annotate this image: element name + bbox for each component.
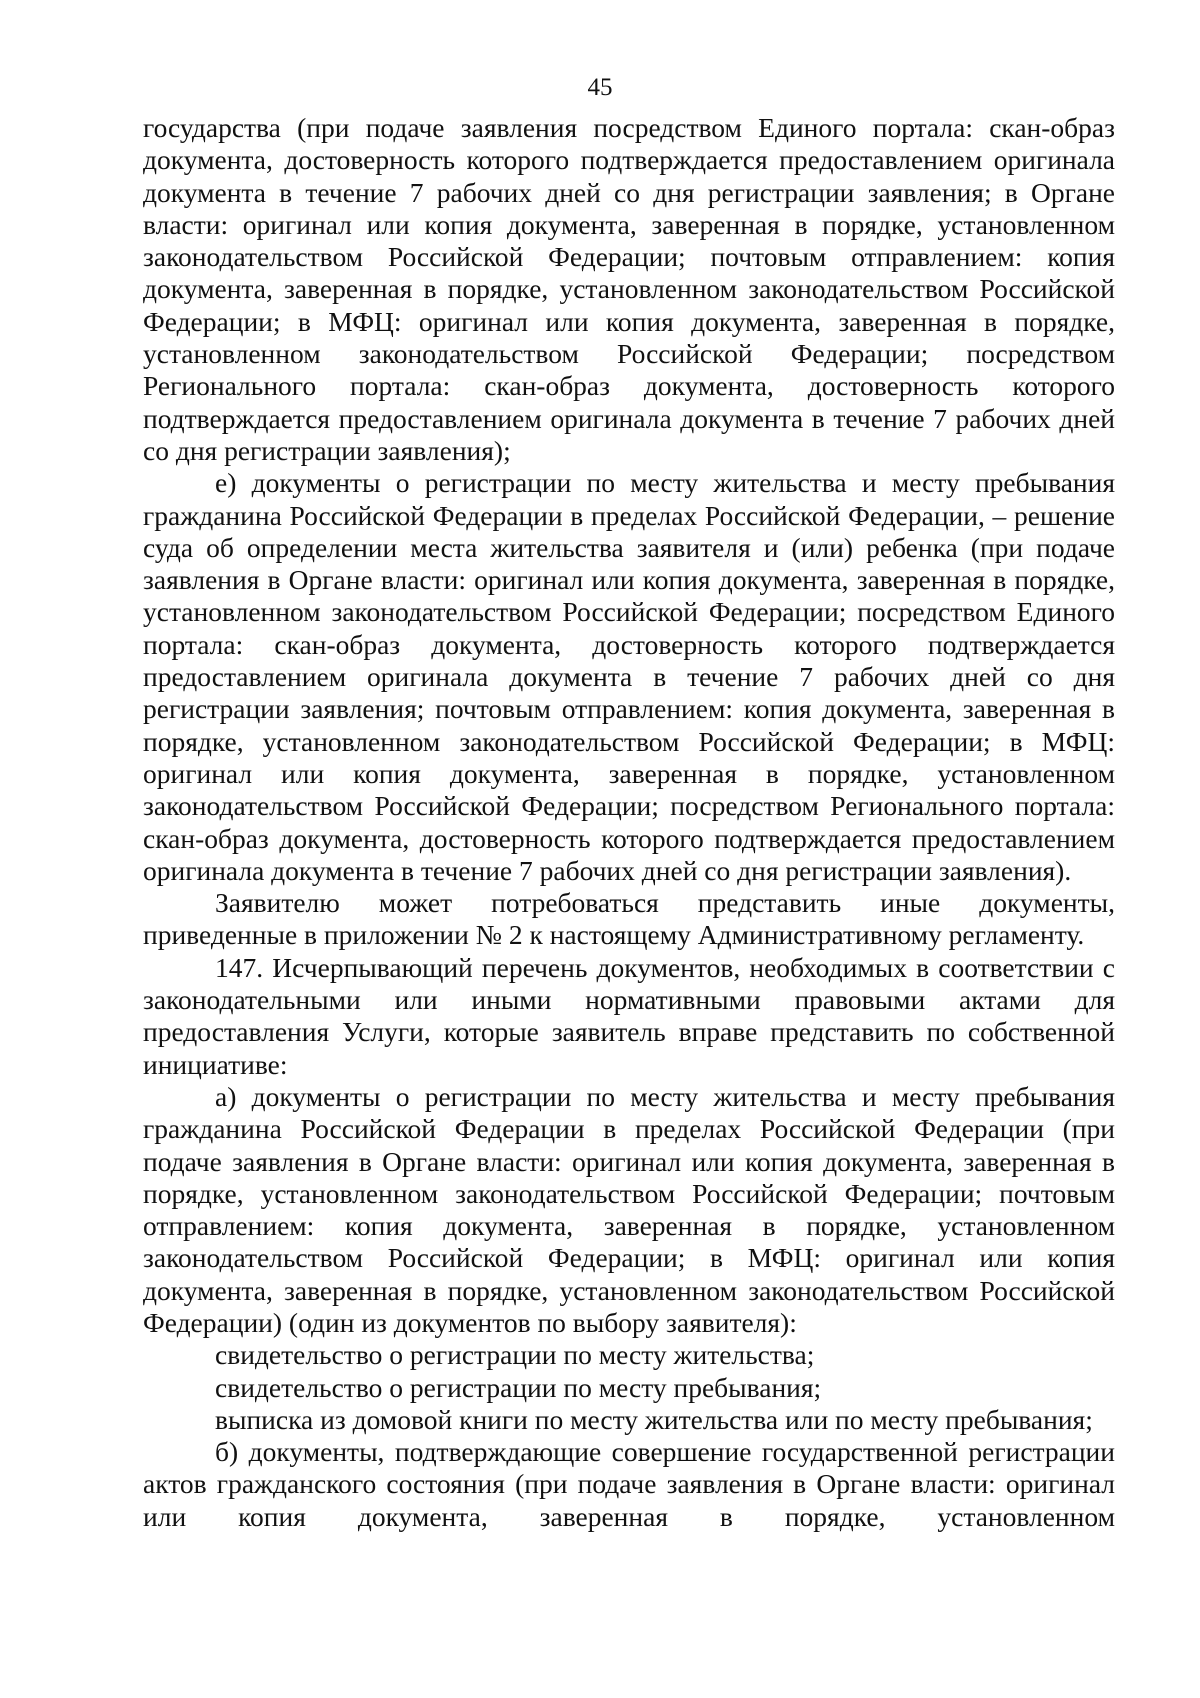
paragraph-item-a: а) документы о регистрации по месту жительства и месту пребывания гражданина Российской Федерации в пределах Российской Федерации (при подаче заявления в Органе власти: оригинал или копия документа, заверенная в порядке, установленном законодательством Российской Федерации; почтовым отправлением: копия документа, заверенная в порядке, установленном законодательством Российской Федерации; в МФЦ: оригинал или копия документа, заверенная в порядке, установленном законодательством Российской Федерации) (один из документов по выбору заявителя): xyxy=(143,1080,1115,1338)
paragraph-item-b: б) документы, подтверждающие совершение государственной регистрации актов гражданского состояния (при подаче заявления в Органе власти: оригинал или копия документа, заверенная в порядке, установленном xyxy=(143,1436,1115,1532)
list-item-house-book-extract: выписка из домовой книги по месту жительства или по месту пребывания; xyxy=(215,1403,1093,1435)
list-item-stay-certificate: свидетельство о регистрации по месту пребывания; xyxy=(215,1371,822,1403)
document-body xyxy=(143,112,1115,1533)
list-item-residence-certificate: свидетельство о регистрации по месту жительства; xyxy=(215,1339,815,1371)
paragraph-other-documents: Заявителю может потребоваться представить иные документы, приведенные в приложении № 2 к настоящему Административному регламенту. xyxy=(143,887,1115,951)
paragraph-continuation: государства (при подаче заявления посредством Единого портала: скан-образ документа, достоверность которого подтверждается предоставлением оригинала документа в течение 7 рабочих дней со дня регистрации заявления; в Органе власти: оригинал или копия документа, заверенная в порядке, установленном законодательством Российской Федерации; почтовым отправлением: копия документа, заверенная в порядке, установленном законодательством Российской Федерации; в МФЦ: оригинал или копия документа, заверенная в порядке, установленном законодательством Российской Федерации; посредством Регионального портала: скан-образ документа, достоверность которого подтверждается предоставлением оригинала документа в течение 7 рабочих дней со дня регистрации заявления); xyxy=(143,112,1115,466)
page-number: 45 xyxy=(587,74,613,101)
paragraph-147: 147. Исчерпывающий перечень документов, необходимых в соответствии с законодательными или иными нормативными правовыми актами для предоставления Услуги, которые заявитель вправе представить по собственной инициативе: xyxy=(143,951,1115,1080)
paragraph-item-e: е) документы о регистрации по месту жительства и месту пребывания гражданина Российской Федерации в пределах Российской Федерации, – решение суда об определении места жительства заявителя и (или) ребенка (при подаче заявления в Органе власти: оригинал или копия документа, заверенная в порядке, установленном законодательством Российской Федерации; посредством Единого портала: скан-образ документа, достоверность которого подтверждается предоставлением оригинала документа в течение 7 рабочих дней со дня регистрации заявления; почтовым отправлением: копия документа, заверенная в порядке, установленном законодательством Российской Федерации; в МФЦ: оригинал или копия документа, заверенная в порядке, установленном законодательством Российской Федерации; посредством Регионального портала: скан-образ документа, достоверность которого подтверждается предоставлением оригинала документа в течение 7 рабочих дней со дня регистрации заявления). xyxy=(143,467,1115,886)
